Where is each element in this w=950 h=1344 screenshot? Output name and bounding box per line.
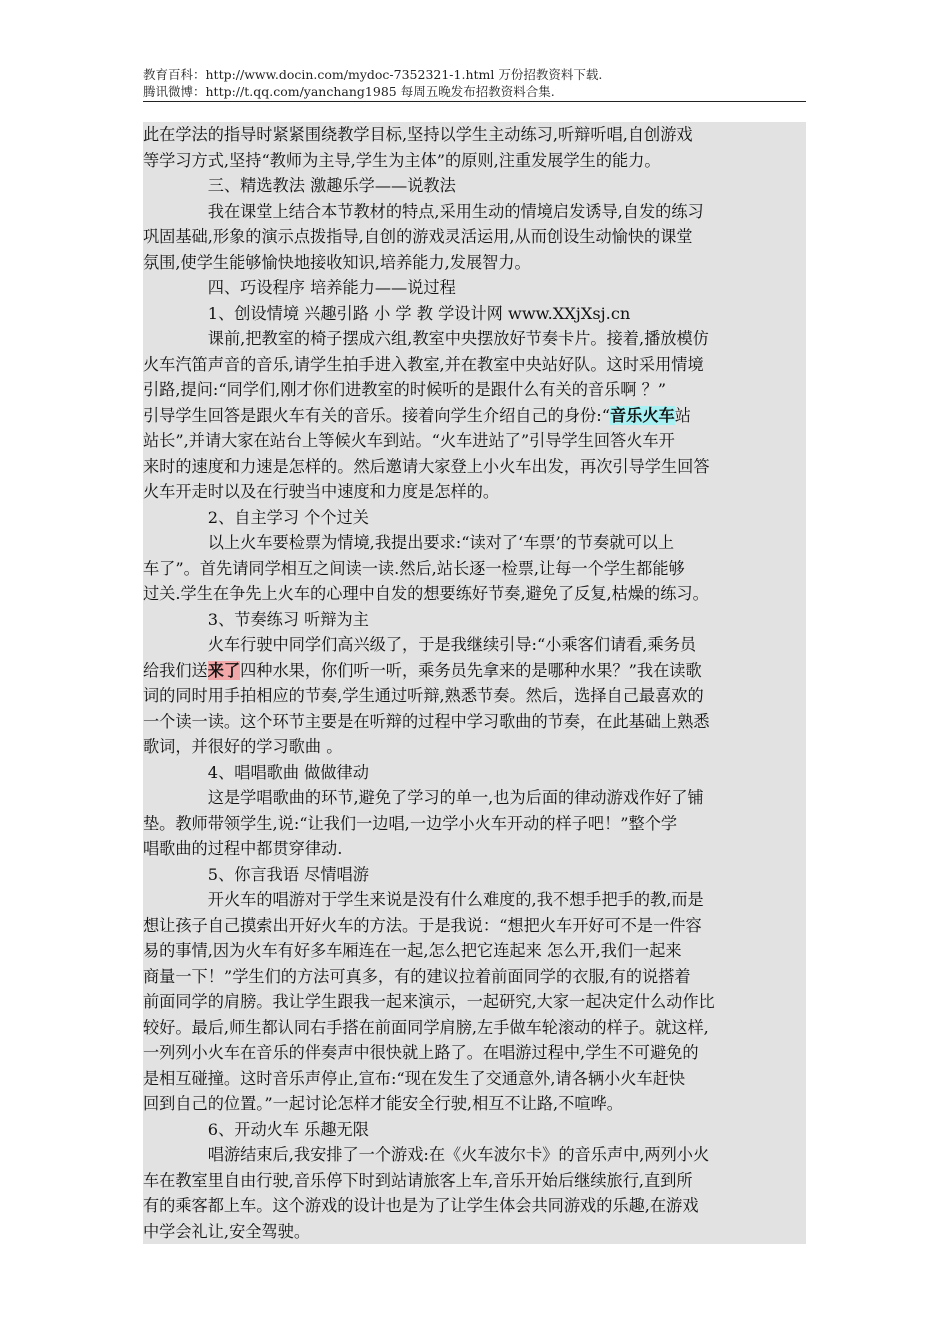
text-line: 站长”,并请大家在站台上等候火车到站。“火车进站了”引导学生回答火车开 <box>143 431 675 450</box>
text-line: 唱游结束后,我安排了一个游戏:在《火车波尔卡》的音乐声中,两列小火 <box>207 1145 710 1164</box>
text-line: 等学习方式,坚持“教师为主导,学生为主体”的原则,注重发展学生的能力。 <box>143 150 661 170</box>
header-line-2: 腾讯微博：http://t.qq.com/yanchang1985 每周五晚发布招教资料合集. <box>143 84 555 99</box>
text-line: 课前,把教室的椅子摆成六组,教室中央摆放好节奏卡片。接着,播放模仿 <box>207 329 709 348</box>
text-line: 商量一下！”学生们的方法可真多，有的建议拉着前面同学的衣服,有的说搭着 <box>143 966 691 986</box>
text-line: 垫。教师带领学生,说:“让我们一边唱,一边学小火车开动的样子吧！”整个学 <box>143 813 678 833</box>
header-divider <box>143 101 806 102</box>
text-line <box>143 658 806 684</box>
document-body <box>143 122 806 1244</box>
text-segment: 给我们送 <box>143 660 208 680</box>
text-line: 火车汽笛声音的音乐,请学生拍手进入教室,并在教室中央站好队。这时采用情境 <box>143 354 704 374</box>
text-line: 想让孩子自己摸索出开好火车的方法。于是我说：“想把火车开好可不是一件容 <box>143 915 702 935</box>
header-line-1: 教育百科：http://www.docin.com/mydoc-7352321-1.html 万份招教资料下载. <box>143 67 603 82</box>
text-line: 是相互碰撞。这时音乐声停止,宣布:“现在发生了交通意外,请各辆小火车赶快 <box>143 1068 686 1088</box>
text-line: 我在课堂上结合本节教材的特点,采用生动的情境启发诱导,自发的练习 <box>207 201 704 221</box>
highlighted-text: 来了 <box>207 660 241 680</box>
text-line: 有的乘客都上车。这个游戏的设计也是为了让学生体会共同游戏的乐趣,在游戏 <box>143 1196 699 1215</box>
text-line: 此在学法的指导时紧紧围绕教学目标,坚持以学生主动练习,听辩听唱,自创游戏 <box>143 125 693 144</box>
text-line: 中学会礼让,安全驾驶。 <box>143 1221 311 1241</box>
subsection-heading: 1、创设情境 兴趣引路 小 学 教 学设计网 www.XXjXsj.cn <box>207 303 631 323</box>
text-segment: 站 <box>674 405 691 425</box>
section-heading: 三、精选教法 激趣乐学——说教法 <box>207 176 456 195</box>
text-line: 较好。最后,师生都认同右手搭在前面同学肩膀,左手做车轮滚动的样子。就这样, <box>143 1017 709 1037</box>
text-line: 一个读一读。这个环节主要是在听辩的过程中学习歌曲的节奏，在此基础上熟悉 <box>143 711 710 731</box>
section-heading: 四、巧设程序 培养能力——说过程 <box>207 278 456 297</box>
text-segment: 四种水果，你们听一听，乘务员先拿来的是哪种水果？”我在读歌 <box>240 660 702 680</box>
text-line: 车了”。首先请同学相互之间读一读.然后,站长逐一检票,让每一个学生都能够 <box>143 558 685 578</box>
text-line: 氛围,使学生能够愉快地接收知识,培养能力,发展智力。 <box>143 252 531 272</box>
text-line: 开火车的唱游对于学生来说是没有什么难度的,我不想手把手的教,而是 <box>207 890 704 909</box>
text-line: 词的同时用手拍相应的节奏,学生通过听辩,熟悉节奏。然后，选择自己最喜欢的 <box>143 686 704 705</box>
subsection-heading: 6、开动火车 乐趣无限 <box>207 1119 369 1139</box>
text-line: 车在教室里自由行驶,音乐停下时到站请旅客上车,音乐开始后继续旅行,直到所 <box>143 1170 693 1190</box>
text-line: 巩固基础,形象的演示点拨指导,自创的游戏灵活运用,从而创设生动愉快的课堂 <box>143 227 693 246</box>
text-line: 以上火车要检票为情境,我提出要求:“读对了‘车票’的节奏就可以上 <box>207 533 675 552</box>
text-segment: 引导学生回答是跟火车有关的音乐。接着向学生介绍自己的身份:“ <box>143 405 610 425</box>
subsection-heading: 4、唱唱歌曲 做做律动 <box>207 762 369 782</box>
text-line: 歌词，并很好的学习歌曲 。 <box>143 737 343 756</box>
text-line: 前面同学的肩膀。我让学生跟我一起来演示，一起研究,大家一起决定什么动作比 <box>143 992 715 1011</box>
text-line <box>143 403 806 429</box>
text-line: 一列列小火车在音乐的伴奏声中很快就上路了。在唱游过程中,学生不可避免的 <box>143 1043 699 1062</box>
subsection-heading: 2、自主学习 个个过关 <box>207 507 369 527</box>
subsection-heading: 3、节奏练习 听辩为主 <box>207 609 369 629</box>
highlighted-text: 音乐火车 <box>609 405 675 425</box>
text-line: 火车行驶中同学们高兴级了，于是我继续引导:“小乘客们请看,乘务员 <box>207 635 697 654</box>
text-line: 引路,提问:“同学们,刚才你们进教室的时候听的是跟什么有关的音乐啊 ？” <box>143 380 667 399</box>
text-line: 火车开走时以及在行驶当中速度和力度是怎样的。 <box>143 482 500 501</box>
text-line: 易的事情,因为火车有好多车厢连在一起,怎么把它连起来 怎么开,我们一起来 <box>143 941 682 960</box>
page-header <box>143 66 806 100</box>
text-line: 这是学唱歌曲的环节,避免了学习的单一,也为后面的律动游戏作好了铺 <box>207 788 704 807</box>
text-line: 来时的速度和力速是怎样的。然后邀请大家登上小火车出发，再次引导学生回答 <box>143 456 710 476</box>
subsection-heading: 5、你言我语 尽情唱游 <box>207 864 369 884</box>
text-line: 过关.学生在争先上火车的心理中自发的想要练好节奏,避免了反复,枯燥的练习。 <box>143 584 709 603</box>
text-line: 唱歌曲的过程中都贯穿律动. <box>143 839 343 858</box>
text-line: 回到自己的位置。”一起讨论怎样才能安全行驶,相互不让路,不喧哗。 <box>143 1094 623 1113</box>
